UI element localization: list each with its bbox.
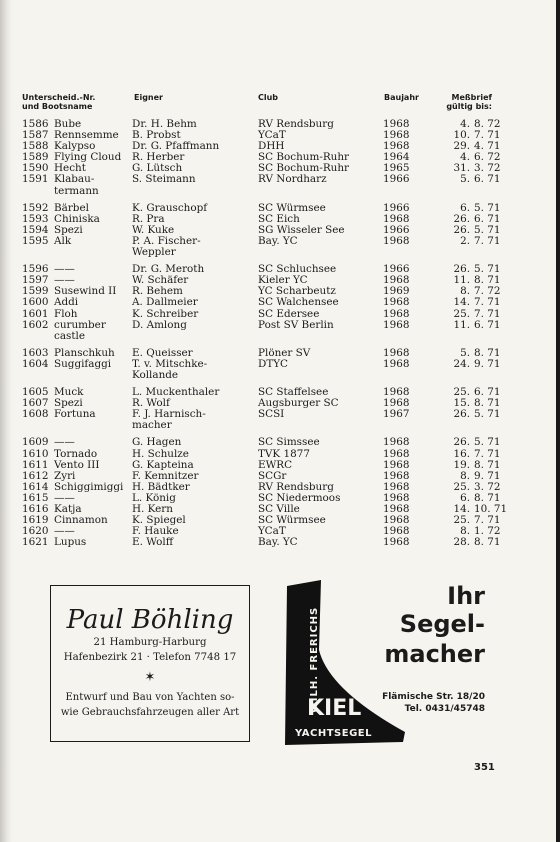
build-year: 1968 bbox=[383, 386, 410, 399]
owner-name: W. Kuke bbox=[132, 223, 175, 236]
reg-number: 1621 bbox=[22, 536, 49, 549]
boat-name: castle bbox=[54, 329, 85, 342]
cert-day: 14. bbox=[453, 296, 470, 309]
boat-name: Hecht bbox=[54, 162, 86, 175]
header-certificate-line-2: gültig bis: bbox=[446, 102, 492, 111]
header-owner: Eigner bbox=[134, 93, 163, 102]
club-name: RV Rendsburg bbox=[258, 118, 334, 130]
cert-month-year: 4. 71 bbox=[474, 140, 501, 153]
club-name: SCSI bbox=[258, 408, 285, 421]
boat-name: Katja bbox=[54, 503, 82, 515]
reg-number: 1591 bbox=[22, 173, 49, 186]
cert-day: 5. bbox=[460, 346, 470, 359]
cert-month-year: 7. 71 bbox=[474, 447, 501, 460]
build-year: 1968 bbox=[383, 140, 410, 153]
cert-day: 25. bbox=[453, 480, 470, 493]
owner-name: F. J. Harnisch- bbox=[132, 408, 206, 421]
boat-name: Flying Cloud bbox=[54, 151, 122, 164]
cert-day: 25. bbox=[453, 386, 470, 399]
club-name: SC Würmsee bbox=[258, 514, 326, 527]
cert-day: 8. bbox=[460, 469, 470, 482]
ad-description-line-1: Entwurf und Bau von Yachten so- bbox=[65, 692, 235, 703]
club-name: SC Schluchsee bbox=[258, 263, 337, 276]
build-year: 1968 bbox=[383, 480, 410, 493]
cert-month-year: 6. 71 bbox=[474, 173, 501, 186]
header-registration-line-1: Unterscheid.-Nr. bbox=[22, 93, 96, 102]
book-spine-shadow bbox=[0, 0, 12, 842]
cert-day: 10. bbox=[453, 129, 470, 142]
cert-month-year: 7. 71 bbox=[474, 129, 501, 142]
boat-name: Bube bbox=[54, 118, 82, 130]
boat-name: Klabau- bbox=[54, 173, 95, 186]
build-year: 1968 bbox=[383, 357, 410, 370]
register-row bbox=[22, 174, 502, 185]
cert-day: 26. bbox=[453, 408, 470, 421]
boat-name: Susewind II bbox=[54, 285, 117, 298]
boat-name: Fortuna bbox=[54, 408, 96, 421]
ad-headline-2: Segel- bbox=[399, 610, 485, 638]
cert-day: 5. bbox=[460, 173, 470, 186]
reg-number: 1602 bbox=[22, 318, 49, 331]
club-name: SC Staffelsee bbox=[258, 386, 329, 399]
reg-number: 1590 bbox=[22, 162, 49, 175]
owner-name: A. Dallmeier bbox=[132, 296, 198, 309]
boat-name: Muck bbox=[54, 386, 84, 399]
register-row bbox=[22, 331, 502, 342]
build-year: 1968 bbox=[383, 525, 410, 538]
register-row bbox=[22, 537, 502, 548]
cert-month-year: 8. 71 bbox=[474, 458, 501, 471]
cert-month-year: 5. 71 bbox=[474, 263, 501, 276]
build-year: 1968 bbox=[383, 491, 410, 504]
club-name: SC Eich bbox=[258, 212, 300, 225]
owner-name: Dr. H. Behm bbox=[132, 118, 197, 130]
boat-name: —— bbox=[54, 491, 75, 504]
cert-day: 11. bbox=[453, 274, 470, 287]
header-certificate-line-1: Meßbrief bbox=[451, 93, 492, 102]
owner-name: B. Probst bbox=[132, 129, 181, 142]
club-name: RV Rendsburg bbox=[258, 480, 334, 493]
cert-day: 26. bbox=[453, 223, 470, 236]
header-registration-line-2: und Bootsname bbox=[22, 102, 93, 111]
reg-number: 1608 bbox=[22, 408, 49, 421]
owner-name: K. Spiegel bbox=[132, 514, 186, 527]
club-name: Post SV Berlin bbox=[258, 318, 334, 331]
owner-name: F. Hauke bbox=[132, 525, 179, 538]
ad-banner: YACHTSEGEL bbox=[295, 728, 372, 739]
boat-name: Spezi bbox=[54, 223, 83, 236]
boat-name: —— bbox=[54, 436, 75, 449]
build-year: 1967 bbox=[383, 408, 410, 421]
club-name: DTYC bbox=[258, 357, 288, 370]
cert-month-year: 5. 71 bbox=[474, 201, 501, 214]
ad-star-icon: ✶ bbox=[144, 670, 156, 685]
club-name: YC Scharbeutz bbox=[258, 285, 336, 298]
reg-number: 1616 bbox=[22, 503, 49, 515]
owner-name: F. Kemnitzer bbox=[132, 469, 199, 482]
build-year: 1968 bbox=[383, 129, 410, 142]
club-name: Plöner SV bbox=[258, 346, 311, 359]
ad-paul-boehling bbox=[50, 585, 250, 742]
owner-name: D. Amlong bbox=[132, 318, 187, 331]
cert-month-year: 1. 72 bbox=[474, 525, 501, 538]
reg-number: 1604 bbox=[22, 357, 49, 370]
boat-name: Zyri bbox=[54, 469, 76, 482]
boat-name: Tornado bbox=[54, 447, 98, 460]
club-name: RV Nordharz bbox=[258, 173, 327, 186]
cert-month-year: 3. 72 bbox=[474, 480, 501, 493]
cert-day: 19. bbox=[453, 458, 470, 471]
boat-name: Floh bbox=[54, 307, 78, 320]
register-row bbox=[22, 409, 502, 420]
owner-name: H. Bädtker bbox=[132, 480, 190, 493]
cert-day: 16. bbox=[453, 447, 470, 460]
reg-number: 1588 bbox=[22, 140, 49, 153]
boat-name: curumber bbox=[54, 318, 106, 331]
cert-month-year: 6. 71 bbox=[474, 318, 501, 331]
boat-name: —— bbox=[54, 525, 75, 538]
owner-name: G. Hagen bbox=[132, 436, 182, 449]
club-name: SC Simssee bbox=[258, 436, 320, 449]
owner-name: Weppler bbox=[132, 246, 176, 259]
cert-day: 4. bbox=[460, 118, 470, 130]
cert-month-year: 7. 72 bbox=[474, 285, 501, 298]
ad-phone: Tel. 0431/45748 bbox=[404, 704, 485, 714]
ad-street-address: Flämische Str. 18/20 bbox=[382, 692, 485, 702]
cert-day: 25. bbox=[453, 307, 470, 320]
cert-day: 8. bbox=[460, 285, 470, 298]
cert-month-year: 7. 71 bbox=[474, 296, 501, 309]
build-year: 1966 bbox=[383, 201, 410, 214]
header-certificate bbox=[440, 93, 492, 111]
cert-day: 8. bbox=[460, 525, 470, 538]
reg-number: 1596 bbox=[22, 263, 49, 276]
owner-name: R. Wolf bbox=[132, 397, 170, 410]
ad-headline-1: Ihr bbox=[447, 582, 485, 610]
cert-day: 29. bbox=[453, 140, 470, 153]
cert-month-year: 10. 71 bbox=[474, 503, 508, 515]
reg-number: 1610 bbox=[22, 447, 49, 460]
cert-day: 6. bbox=[460, 201, 470, 214]
register-row bbox=[22, 236, 502, 247]
owner-name: W. Schäfer bbox=[132, 274, 189, 287]
club-name: SC Niedermoos bbox=[258, 491, 341, 504]
register-row bbox=[22, 437, 502, 448]
ad-address-city: 21 Hamburg-Harburg bbox=[93, 637, 207, 648]
boat-name: —— bbox=[54, 274, 75, 287]
cert-month-year: 8. 72 bbox=[474, 118, 501, 130]
header-registration bbox=[22, 93, 95, 111]
reg-number: 1597 bbox=[22, 274, 49, 287]
reg-number: 1587 bbox=[22, 129, 49, 142]
cert-day: 6. bbox=[460, 491, 470, 504]
boat-name: Spezi bbox=[54, 397, 83, 410]
register-row bbox=[22, 297, 502, 308]
club-name: DHH bbox=[258, 140, 285, 153]
build-year: 1964 bbox=[383, 151, 410, 164]
owner-name: R. Pra bbox=[132, 212, 165, 225]
build-year: 1966 bbox=[383, 263, 410, 276]
reg-number: 1614 bbox=[22, 480, 49, 493]
club-name: Bay. YC bbox=[258, 536, 298, 549]
cert-month-year: 5. 71 bbox=[474, 223, 501, 236]
cert-month-year: 6. 71 bbox=[474, 212, 501, 225]
reg-number: 1619 bbox=[22, 514, 49, 527]
cert-day: 31. bbox=[453, 162, 470, 175]
reg-number: 1605 bbox=[22, 386, 49, 399]
reg-number: 1615 bbox=[22, 491, 49, 504]
cert-day: 11. bbox=[453, 318, 470, 331]
owner-name: R. Herber bbox=[132, 151, 185, 164]
reg-number: 1599 bbox=[22, 285, 49, 298]
club-name: EWRC bbox=[258, 458, 293, 471]
boat-register-list bbox=[22, 118, 508, 549]
cert-month-year: 7. 71 bbox=[474, 514, 501, 527]
build-year: 1968 bbox=[383, 118, 410, 130]
cert-day: 15. bbox=[453, 397, 470, 410]
build-year: 1968 bbox=[383, 503, 410, 515]
club-name: YCaT bbox=[258, 525, 286, 538]
build-year: 1968 bbox=[383, 536, 410, 549]
build-year: 1968 bbox=[383, 447, 410, 460]
reg-number: 1609 bbox=[22, 436, 49, 449]
club-name: SG Wisseler See bbox=[258, 223, 345, 236]
build-year: 1968 bbox=[383, 296, 410, 309]
cert-day: 14. bbox=[453, 503, 470, 515]
cert-day: 24. bbox=[453, 357, 470, 370]
boat-name: Schiggimiggi bbox=[54, 480, 124, 493]
reg-number: 1586 bbox=[22, 118, 49, 130]
boat-name: Chiniska bbox=[54, 212, 100, 225]
cert-day: 25. bbox=[453, 514, 470, 527]
page-number: 351 bbox=[474, 762, 495, 773]
boat-name: Cinnamon bbox=[54, 514, 108, 527]
club-name: SC Bochum-Ruhr bbox=[258, 151, 350, 164]
owner-name: E. Wolff bbox=[132, 536, 174, 549]
reg-number: 1601 bbox=[22, 307, 49, 320]
boat-name: Kalypso bbox=[54, 140, 96, 153]
owner-name: E. Queisser bbox=[132, 346, 193, 359]
club-name: SC Bochum-Ruhr bbox=[258, 162, 350, 175]
build-year: 1968 bbox=[383, 469, 410, 482]
build-year: 1968 bbox=[383, 458, 410, 471]
register-row bbox=[22, 309, 502, 320]
reg-number: 1611 bbox=[22, 458, 49, 471]
owner-name: macher bbox=[132, 419, 172, 432]
reg-number: 1603 bbox=[22, 346, 49, 359]
cert-month-year: 9. 71 bbox=[474, 357, 501, 370]
register-row bbox=[22, 247, 502, 258]
cert-day: 26. bbox=[453, 263, 470, 276]
build-year: 1968 bbox=[383, 436, 410, 449]
boat-name: Suggifaggi bbox=[54, 357, 112, 370]
boat-name: Bärbel bbox=[54, 201, 89, 214]
reg-number: 1592 bbox=[22, 201, 49, 214]
club-name: Bay. YC bbox=[258, 234, 298, 247]
build-year: 1968 bbox=[383, 397, 410, 410]
build-year: 1968 bbox=[383, 318, 410, 331]
cert-month-year: 9. 71 bbox=[474, 469, 501, 482]
cert-month-year: 5. 71 bbox=[474, 436, 501, 449]
cert-month-year: 5. 71 bbox=[474, 408, 501, 421]
cert-month-year: 8. 71 bbox=[474, 346, 501, 359]
build-year: 1966 bbox=[383, 223, 410, 236]
cert-day: 26. bbox=[453, 436, 470, 449]
reg-number: 1607 bbox=[22, 397, 49, 410]
ad-company-name: Paul Böhling bbox=[66, 605, 234, 635]
cert-month-year: 8. 71 bbox=[474, 491, 501, 504]
cert-day: 4. bbox=[460, 151, 470, 164]
owner-name: T. v. Mitschke- bbox=[132, 357, 208, 370]
owner-name: S. Steimann bbox=[132, 173, 196, 186]
cert-month-year: 3. 72 bbox=[474, 162, 501, 175]
owner-name: K. Grauschopf bbox=[132, 201, 208, 214]
club-name: YCaT bbox=[258, 129, 286, 142]
ad-city: KIEL bbox=[307, 696, 362, 721]
build-year: 1966 bbox=[383, 173, 410, 186]
club-name: SC Walchensee bbox=[258, 296, 339, 309]
build-year: 1965 bbox=[383, 162, 410, 175]
build-year: 1968 bbox=[383, 212, 410, 225]
build-year: 1969 bbox=[383, 285, 410, 298]
owner-name: Dr. G. Pfaffmann bbox=[132, 140, 220, 153]
build-year: 1968 bbox=[383, 307, 410, 320]
header-year: Baujahr bbox=[384, 93, 419, 102]
owner-name: Kollande bbox=[132, 368, 179, 381]
boat-name: Vento III bbox=[54, 458, 100, 471]
owner-name: G. Lütsch bbox=[132, 162, 183, 175]
build-year: 1968 bbox=[383, 234, 410, 247]
reg-number: 1600 bbox=[22, 296, 49, 309]
owner-name: K. Schreiber bbox=[132, 307, 199, 320]
owner-name: Dr. G. Meroth bbox=[132, 263, 205, 276]
club-name: Augsburger SC bbox=[258, 397, 339, 410]
ad-headline-3: macher bbox=[384, 640, 485, 668]
register-row bbox=[22, 449, 502, 460]
reg-number: 1589 bbox=[22, 151, 49, 164]
cert-month-year: 8. 71 bbox=[474, 536, 501, 549]
club-name: Kieler YC bbox=[258, 274, 308, 287]
ad-wilh-frerichs bbox=[285, 580, 505, 750]
register-row bbox=[22, 420, 502, 431]
club-name: TVK 1877 bbox=[258, 447, 310, 460]
header-club: Club bbox=[258, 93, 279, 102]
cert-month-year: 8. 71 bbox=[474, 274, 501, 287]
build-year: 1968 bbox=[383, 274, 410, 287]
ad-description-line-2: wie Gebrauchsfahrzeugen aller Art bbox=[60, 707, 240, 718]
boat-name: Rennsemme bbox=[54, 129, 119, 142]
build-year: 1968 bbox=[383, 514, 410, 527]
owner-name: H. Schulze bbox=[132, 447, 189, 460]
boat-name: Lupus bbox=[54, 536, 87, 549]
reg-number: 1593 bbox=[22, 212, 49, 225]
boat-name: —— bbox=[54, 263, 75, 276]
reg-number: 1594 bbox=[22, 223, 49, 236]
cert-month-year: 7. 71 bbox=[474, 234, 501, 247]
boat-name: Alk bbox=[54, 234, 72, 247]
owner-name: G. Kapteina bbox=[132, 458, 194, 471]
cert-day: 26. bbox=[453, 212, 470, 225]
cert-month-year: 6. 72 bbox=[474, 151, 501, 164]
club-name: SCGr bbox=[258, 469, 287, 482]
build-year: 1968 bbox=[383, 346, 410, 359]
owner-name: P. A. Fischer- bbox=[132, 234, 201, 247]
reg-number: 1595 bbox=[22, 234, 49, 247]
reg-number: 1612 bbox=[22, 469, 49, 482]
owner-name: L. König bbox=[132, 491, 176, 504]
club-name: SC Würmsee bbox=[258, 201, 326, 214]
club-name: SC Ville bbox=[258, 503, 300, 515]
club-name: SC Edersee bbox=[258, 307, 320, 320]
cert-day: 28. bbox=[453, 536, 470, 549]
owner-name: L. Muckenthaler bbox=[132, 386, 220, 399]
reg-number: 1620 bbox=[22, 525, 49, 538]
register-row bbox=[22, 320, 502, 331]
cert-day: 2. bbox=[460, 234, 470, 247]
boat-name: Addi bbox=[54, 296, 79, 309]
register-row bbox=[22, 186, 502, 197]
cert-month-year: 6. 71 bbox=[474, 386, 501, 399]
owner-name: H. Kern bbox=[132, 503, 173, 515]
cert-month-year: 7. 71 bbox=[474, 307, 501, 320]
boat-name: Planschkuh bbox=[54, 346, 115, 359]
owner-name: R. Behem bbox=[132, 285, 183, 298]
boat-name: termann bbox=[54, 184, 99, 197]
register-row bbox=[22, 359, 502, 370]
cert-month-year: 8. 71 bbox=[474, 397, 501, 410]
ad-address-phone: Hafenbezirk 21 · Telefon 7748 17 bbox=[63, 652, 237, 663]
ad-vertical-brand: WILH. FRERICHS bbox=[309, 606, 320, 714]
register-row bbox=[22, 370, 502, 381]
